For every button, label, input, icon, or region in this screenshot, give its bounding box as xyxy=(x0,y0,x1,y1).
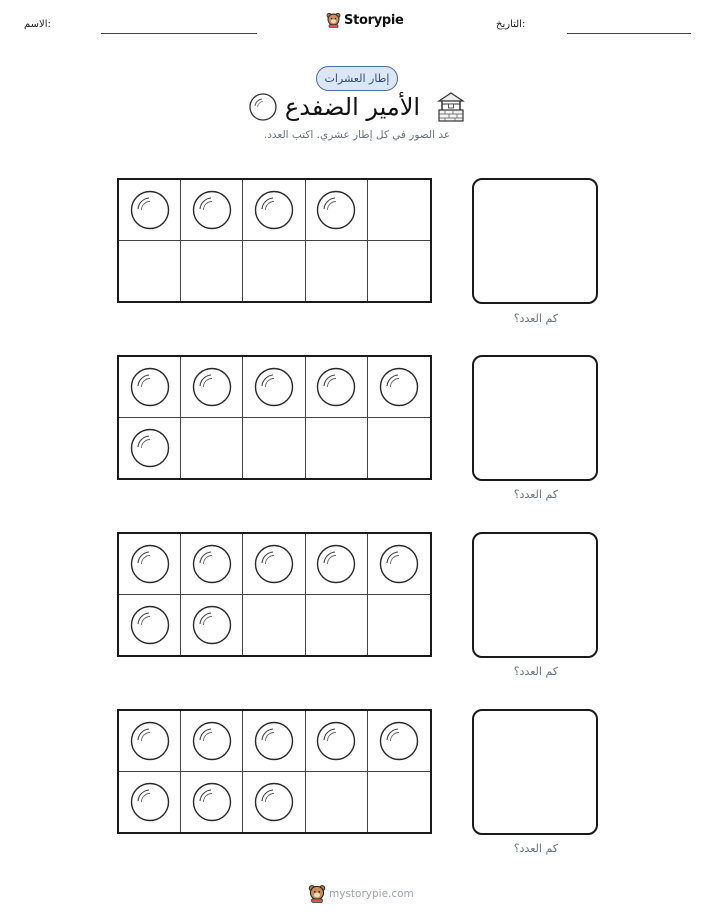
answer-box-3[interactable] xyxy=(472,532,598,658)
bubble-icon xyxy=(130,605,170,645)
frame-cell xyxy=(306,772,368,833)
name-label: الاسم: xyxy=(24,19,51,30)
bubble-icon xyxy=(130,367,170,407)
frame-cell xyxy=(181,711,243,772)
worksheet-type-badge: إطار العشرات xyxy=(316,66,398,91)
frame-cell xyxy=(119,772,181,833)
bear-mascot-icon xyxy=(308,884,326,903)
frame-cell xyxy=(119,241,181,302)
frame-cell xyxy=(243,534,305,595)
answer-prompt-2: كم العدد؟ xyxy=(513,488,558,501)
bubble-icon xyxy=(379,544,419,584)
answer-box-1[interactable] xyxy=(472,178,598,304)
ten-frame-1 xyxy=(117,178,432,303)
bubble-icon xyxy=(254,544,294,584)
frame-cell xyxy=(368,180,430,241)
frame-cell xyxy=(306,241,368,302)
frame-cell xyxy=(243,711,305,772)
frame-cell xyxy=(181,595,243,656)
bubble-icon xyxy=(254,367,294,407)
bubble-icon xyxy=(192,544,232,584)
frame-cell xyxy=(368,534,430,595)
frame-cell xyxy=(119,418,181,479)
frame-cell xyxy=(306,534,368,595)
bubble-icon xyxy=(254,782,294,822)
bubble-icon xyxy=(130,544,170,584)
bubble-icon xyxy=(379,721,419,761)
answer-box-2[interactable] xyxy=(472,355,598,481)
frame-cell xyxy=(119,357,181,418)
frame-cell xyxy=(368,711,430,772)
frame-cell xyxy=(368,595,430,656)
bubble-icon xyxy=(192,190,232,230)
frame-cell xyxy=(306,357,368,418)
frame-cell xyxy=(243,418,305,479)
bubble-icon xyxy=(254,721,294,761)
bubble-icon xyxy=(192,605,232,645)
bubble-icon xyxy=(130,782,170,822)
answer-box-4[interactable] xyxy=(472,709,598,835)
brand-logo xyxy=(326,12,404,28)
frame-cell xyxy=(119,711,181,772)
frame-cell xyxy=(243,241,305,302)
frame-cell xyxy=(181,534,243,595)
bubble-icon xyxy=(249,93,277,121)
frame-cell xyxy=(368,357,430,418)
frame-cell xyxy=(243,772,305,833)
frame-cell xyxy=(243,595,305,656)
footer xyxy=(308,884,414,903)
bubble-icon xyxy=(254,190,294,230)
frame-cell xyxy=(181,418,243,479)
date-label: التاريخ: xyxy=(496,19,526,30)
brand-name: Storypie xyxy=(344,12,404,28)
frame-cell xyxy=(119,534,181,595)
frame-cell xyxy=(306,711,368,772)
frame-cell xyxy=(181,772,243,833)
worksheet-title: الأمير الضفدع xyxy=(284,93,421,121)
answer-prompt-4: كم العدد؟ xyxy=(513,842,558,855)
ten-frame-2 xyxy=(117,355,432,480)
answer-prompt-3: كم العدد؟ xyxy=(513,665,558,678)
frame-cell xyxy=(368,418,430,479)
frame-cell xyxy=(243,180,305,241)
wishing-well-icon xyxy=(436,91,466,123)
frame-cell xyxy=(119,595,181,656)
frame-cell xyxy=(306,418,368,479)
bubble-icon xyxy=(130,190,170,230)
frame-cell xyxy=(243,357,305,418)
footer-url: mystorypie.com xyxy=(329,887,414,900)
bubble-icon xyxy=(316,367,356,407)
frame-cell xyxy=(119,180,181,241)
date-line[interactable] xyxy=(567,33,691,34)
frame-cell xyxy=(181,241,243,302)
ten-frame-4 xyxy=(117,709,432,834)
name-line[interactable] xyxy=(101,33,257,34)
bubble-icon xyxy=(316,721,356,761)
bubble-icon xyxy=(130,721,170,761)
frame-cell xyxy=(306,595,368,656)
bubble-icon xyxy=(379,367,419,407)
frame-cell xyxy=(368,241,430,302)
bubble-icon xyxy=(316,190,356,230)
worksheet-instructions: عد الصور في كل إطار عشري. اكتب العدد. xyxy=(263,129,451,141)
answer-prompt-1: كم العدد؟ xyxy=(513,312,558,325)
bubble-icon xyxy=(316,544,356,584)
frame-cell xyxy=(368,772,430,833)
bear-mascot-icon xyxy=(326,12,341,28)
frame-cell xyxy=(306,180,368,241)
frame-cell xyxy=(181,180,243,241)
bubble-icon xyxy=(192,782,232,822)
bubble-icon xyxy=(192,367,232,407)
bubble-icon xyxy=(192,721,232,761)
bubble-icon xyxy=(130,428,170,468)
frame-cell xyxy=(181,357,243,418)
ten-frame-3 xyxy=(117,532,432,657)
